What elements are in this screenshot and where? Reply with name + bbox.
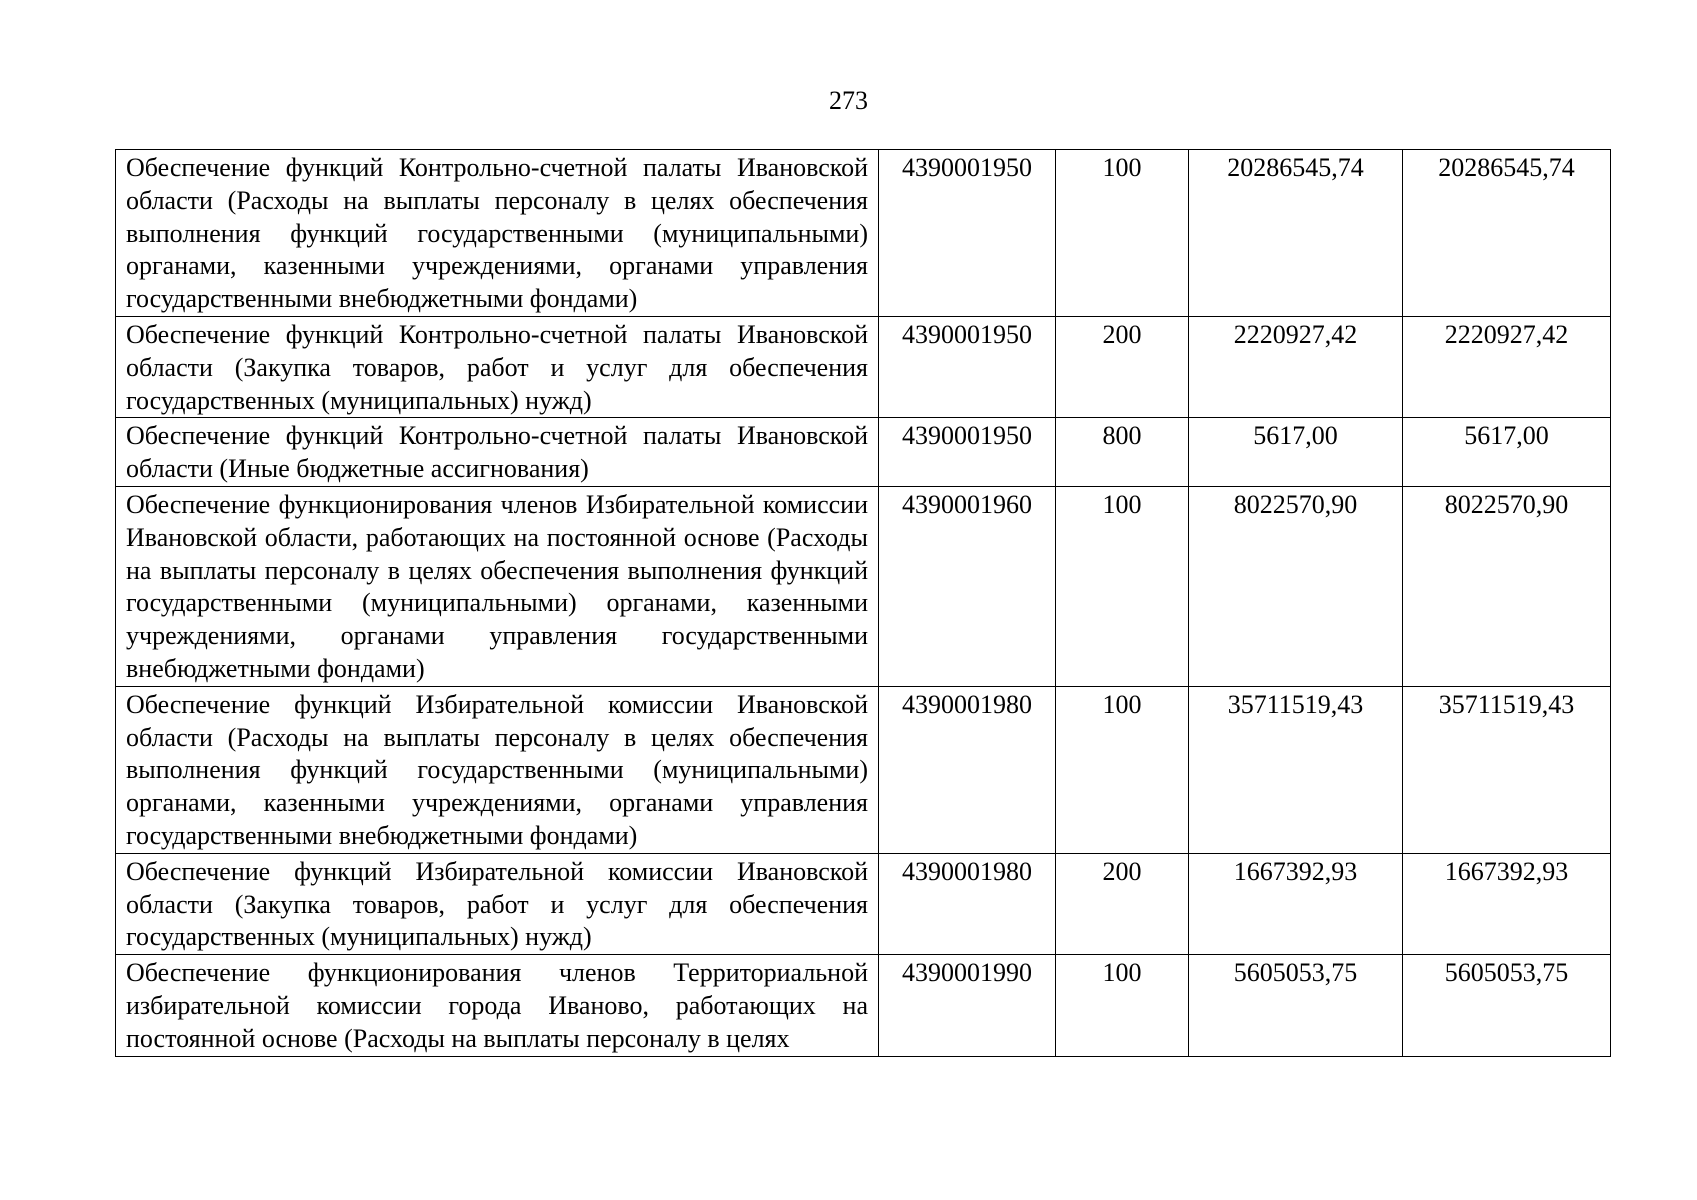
- row-amount-2: 8022570,90: [1403, 486, 1611, 686]
- row-expense-type: 100: [1056, 486, 1189, 686]
- budget-table: [115, 149, 1611, 1057]
- row-expense-type: 100: [1056, 150, 1189, 317]
- row-amount-2: 35711519,43: [1403, 686, 1611, 853]
- table-row: [116, 486, 1611, 686]
- row-target-code: 4390001980: [879, 853, 1056, 954]
- table-row: [116, 955, 1611, 1056]
- table-row: [116, 316, 1611, 417]
- row-target-code: 4390001950: [879, 150, 1056, 317]
- row-amount-1: 8022570,90: [1189, 486, 1403, 686]
- page-number: 273: [829, 86, 868, 115]
- row-expense-type: 200: [1056, 853, 1189, 954]
- row-description: Обеспечение функций Избирательной комиссии Ивановской области (Закупка товаров, работ и услуг для обеспечения государственных (муниципальных) нужд): [116, 853, 879, 954]
- row-description: Обеспечение функционирования членов Территориальной избирательной комиссии города Иваново, работающих на постоянной основе (Расходы на выплаты персоналу в целях: [116, 955, 879, 1056]
- row-amount-2: 20286545,74: [1403, 150, 1611, 317]
- row-amount-2: 1667392,93: [1403, 853, 1611, 954]
- row-expense-type: 800: [1056, 418, 1189, 487]
- table-row: [116, 150, 1611, 317]
- row-amount-1: 1667392,93: [1189, 853, 1403, 954]
- row-description: Обеспечение функций Контрольно-счетной палаты Ивановской области (Расходы на выплаты персоналу в целях обеспечения выполнения функций государственными (муниципальными) органами, казенными учреждениями, органами управления государственными внебюджетными фондами): [116, 150, 879, 317]
- table-row: [116, 853, 1611, 954]
- row-amount-2: 5605053,75: [1403, 955, 1611, 1056]
- row-target-code: 4390001960: [879, 486, 1056, 686]
- row-amount-2: 5617,00: [1403, 418, 1611, 487]
- row-expense-type: 200: [1056, 316, 1189, 417]
- row-amount-1: 20286545,74: [1189, 150, 1403, 317]
- row-amount-1: 2220927,42: [1189, 316, 1403, 417]
- row-amount-2: 2220927,42: [1403, 316, 1611, 417]
- row-description: Обеспечение функционирования членов Избирательной комиссии Ивановской области, работающих на постоянной основе (Расходы на выплаты персоналу в целях обеспечения выполнения функций государственными (муниципальными) органами, казенными учреждениями, органами управления государственными внебюджетными фондами): [116, 486, 879, 686]
- row-description: Обеспечение функций Контрольно-счетной палаты Ивановской области (Иные бюджетные ассигнования): [116, 418, 879, 487]
- row-target-code: 4390001950: [879, 316, 1056, 417]
- table-row: [116, 418, 1611, 487]
- row-target-code: 4390001990: [879, 955, 1056, 1056]
- row-description: Обеспечение функций Избирательной комиссии Ивановской области (Расходы на выплаты персоналу в целях обеспечения выполнения функций государственными (муниципальными) органами, казенными учреждениями, органами управления государственными внебюджетными фондами): [116, 686, 879, 853]
- row-description: Обеспечение функций Контрольно-счетной палаты Ивановской области (Закупка товаров, работ и услуг для обеспечения государственных (муниципальных) нужд): [116, 316, 879, 417]
- row-expense-type: 100: [1056, 955, 1189, 1056]
- row-amount-1: 5605053,75: [1189, 955, 1403, 1056]
- row-amount-1: 35711519,43: [1189, 686, 1403, 853]
- row-amount-1: 5617,00: [1189, 418, 1403, 487]
- row-target-code: 4390001950: [879, 418, 1056, 487]
- row-expense-type: 100: [1056, 686, 1189, 853]
- row-target-code: 4390001980: [879, 686, 1056, 853]
- table-row: [116, 686, 1611, 853]
